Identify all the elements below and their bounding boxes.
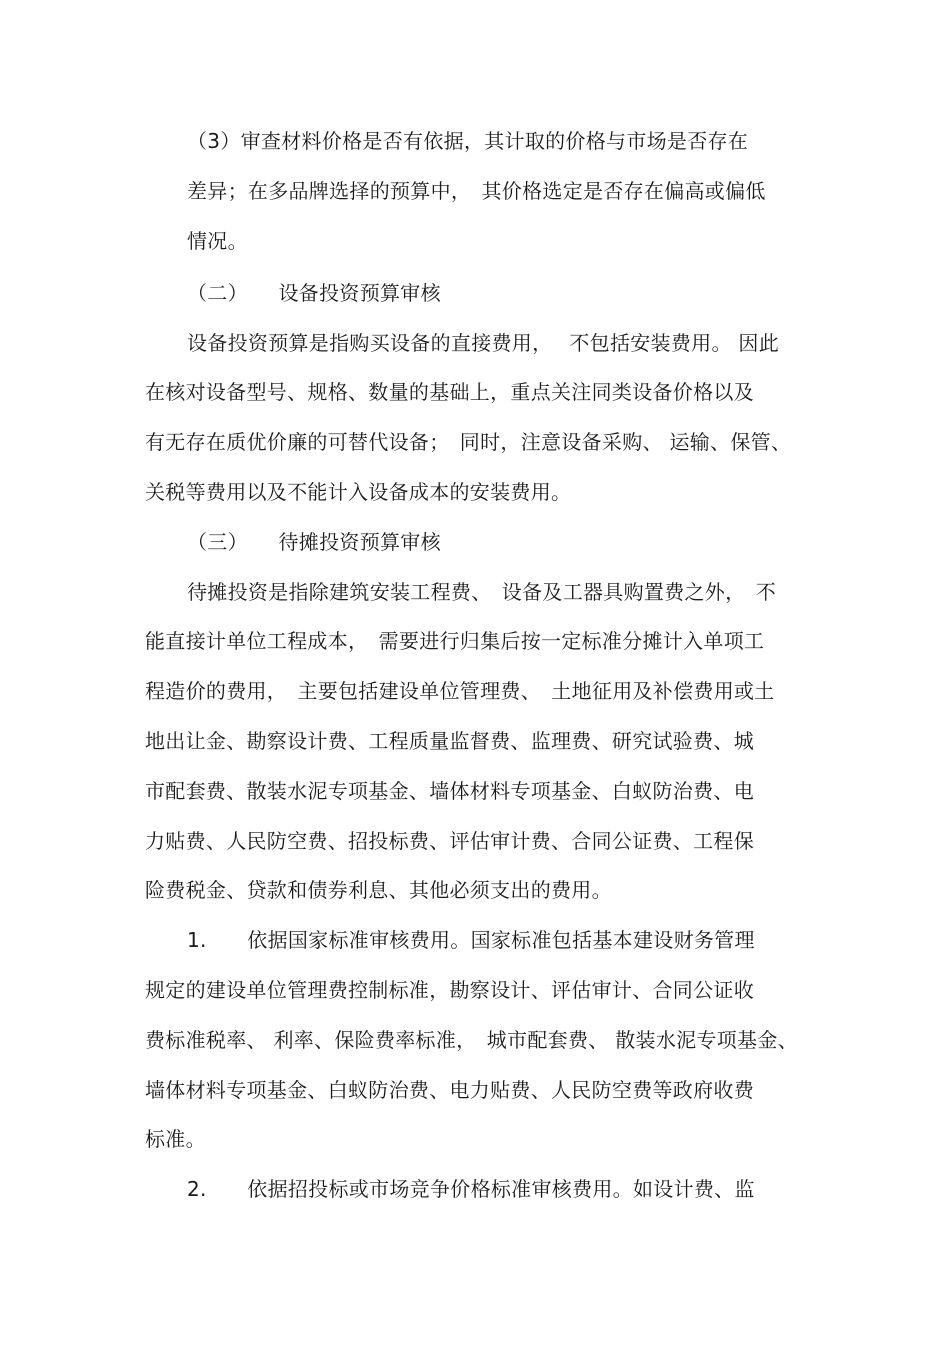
text-line: 有无存在质优价廉的可替代设备； 同时，注意设备采购、 运输、保管、 (145, 430, 792, 454)
text-line: 市配套费、散装水泥专项基金、墙体材料专项基金、白蚁防治费、电 (145, 779, 754, 803)
text-line: 差异；在多品牌选择的预算中， 其价格选定是否存在偏高或偏低 (187, 179, 766, 203)
text-line: 规定的建设单位管理费控制标准，勘察设计、评估审计、合同公证收 (145, 978, 754, 1002)
text-line: 在核对设备型号、规格、数量的基础上，重点关注同类设备价格以及 (145, 380, 754, 404)
text-line: 力贴费、人民防空费、招投标费、评估审计费、合同公证费、工程保 (145, 829, 754, 853)
text-line: 标准。 (145, 1127, 206, 1151)
text-line: （3）审查材料价格是否有依据，其计取的价格与市场是否存在 (187, 129, 749, 153)
text-line: 情况。 (187, 229, 248, 253)
text-line: 能直接计单位工程成本， 需要进行归集后按一定标准分摊计入单项工 (145, 629, 765, 653)
text-line: 墙体材料专项基金、白蚁防治费、电力贴费、人民防空费等政府收费 (145, 1078, 754, 1102)
text-line: 关税等费用以及不能计入设备成本的安装费用。 (145, 480, 572, 504)
section-heading: （二） 设备投资预算审核 (187, 281, 441, 305)
text-line: 费标准税率、 利率、保险费率标准， 城市配套费、 散装水泥专项基金、 (145, 1028, 798, 1052)
section-heading: （三） 待摊投资预算审核 (187, 530, 441, 554)
text-line: 待摊投资是指除建筑安装工程费、 设备及工器具购置费之外， 不 (187, 580, 776, 604)
numbered-item: 2. 依据招投标或市场竞争价格标准审核费用。如设计费、监 (187, 1177, 755, 1201)
numbered-item: 1. 依据国家标准审核费用。国家标准包括基本建设财务管理 (187, 928, 755, 952)
text-line: 地出让金、勘察设计费、工程质量监督费、监理费、研究试验费、城 (145, 729, 754, 753)
text-line: 设备投资预算是指购买设备的直接费用， 不包括安装费用。 因此 (187, 331, 780, 355)
text-line: 程造价的费用， 主要包括建设单位管理费、 土地征用及补偿费用或土 (145, 679, 775, 703)
text-line: 险费税金、贷款和债券利息、其他必须支出的费用。 (145, 878, 612, 902)
